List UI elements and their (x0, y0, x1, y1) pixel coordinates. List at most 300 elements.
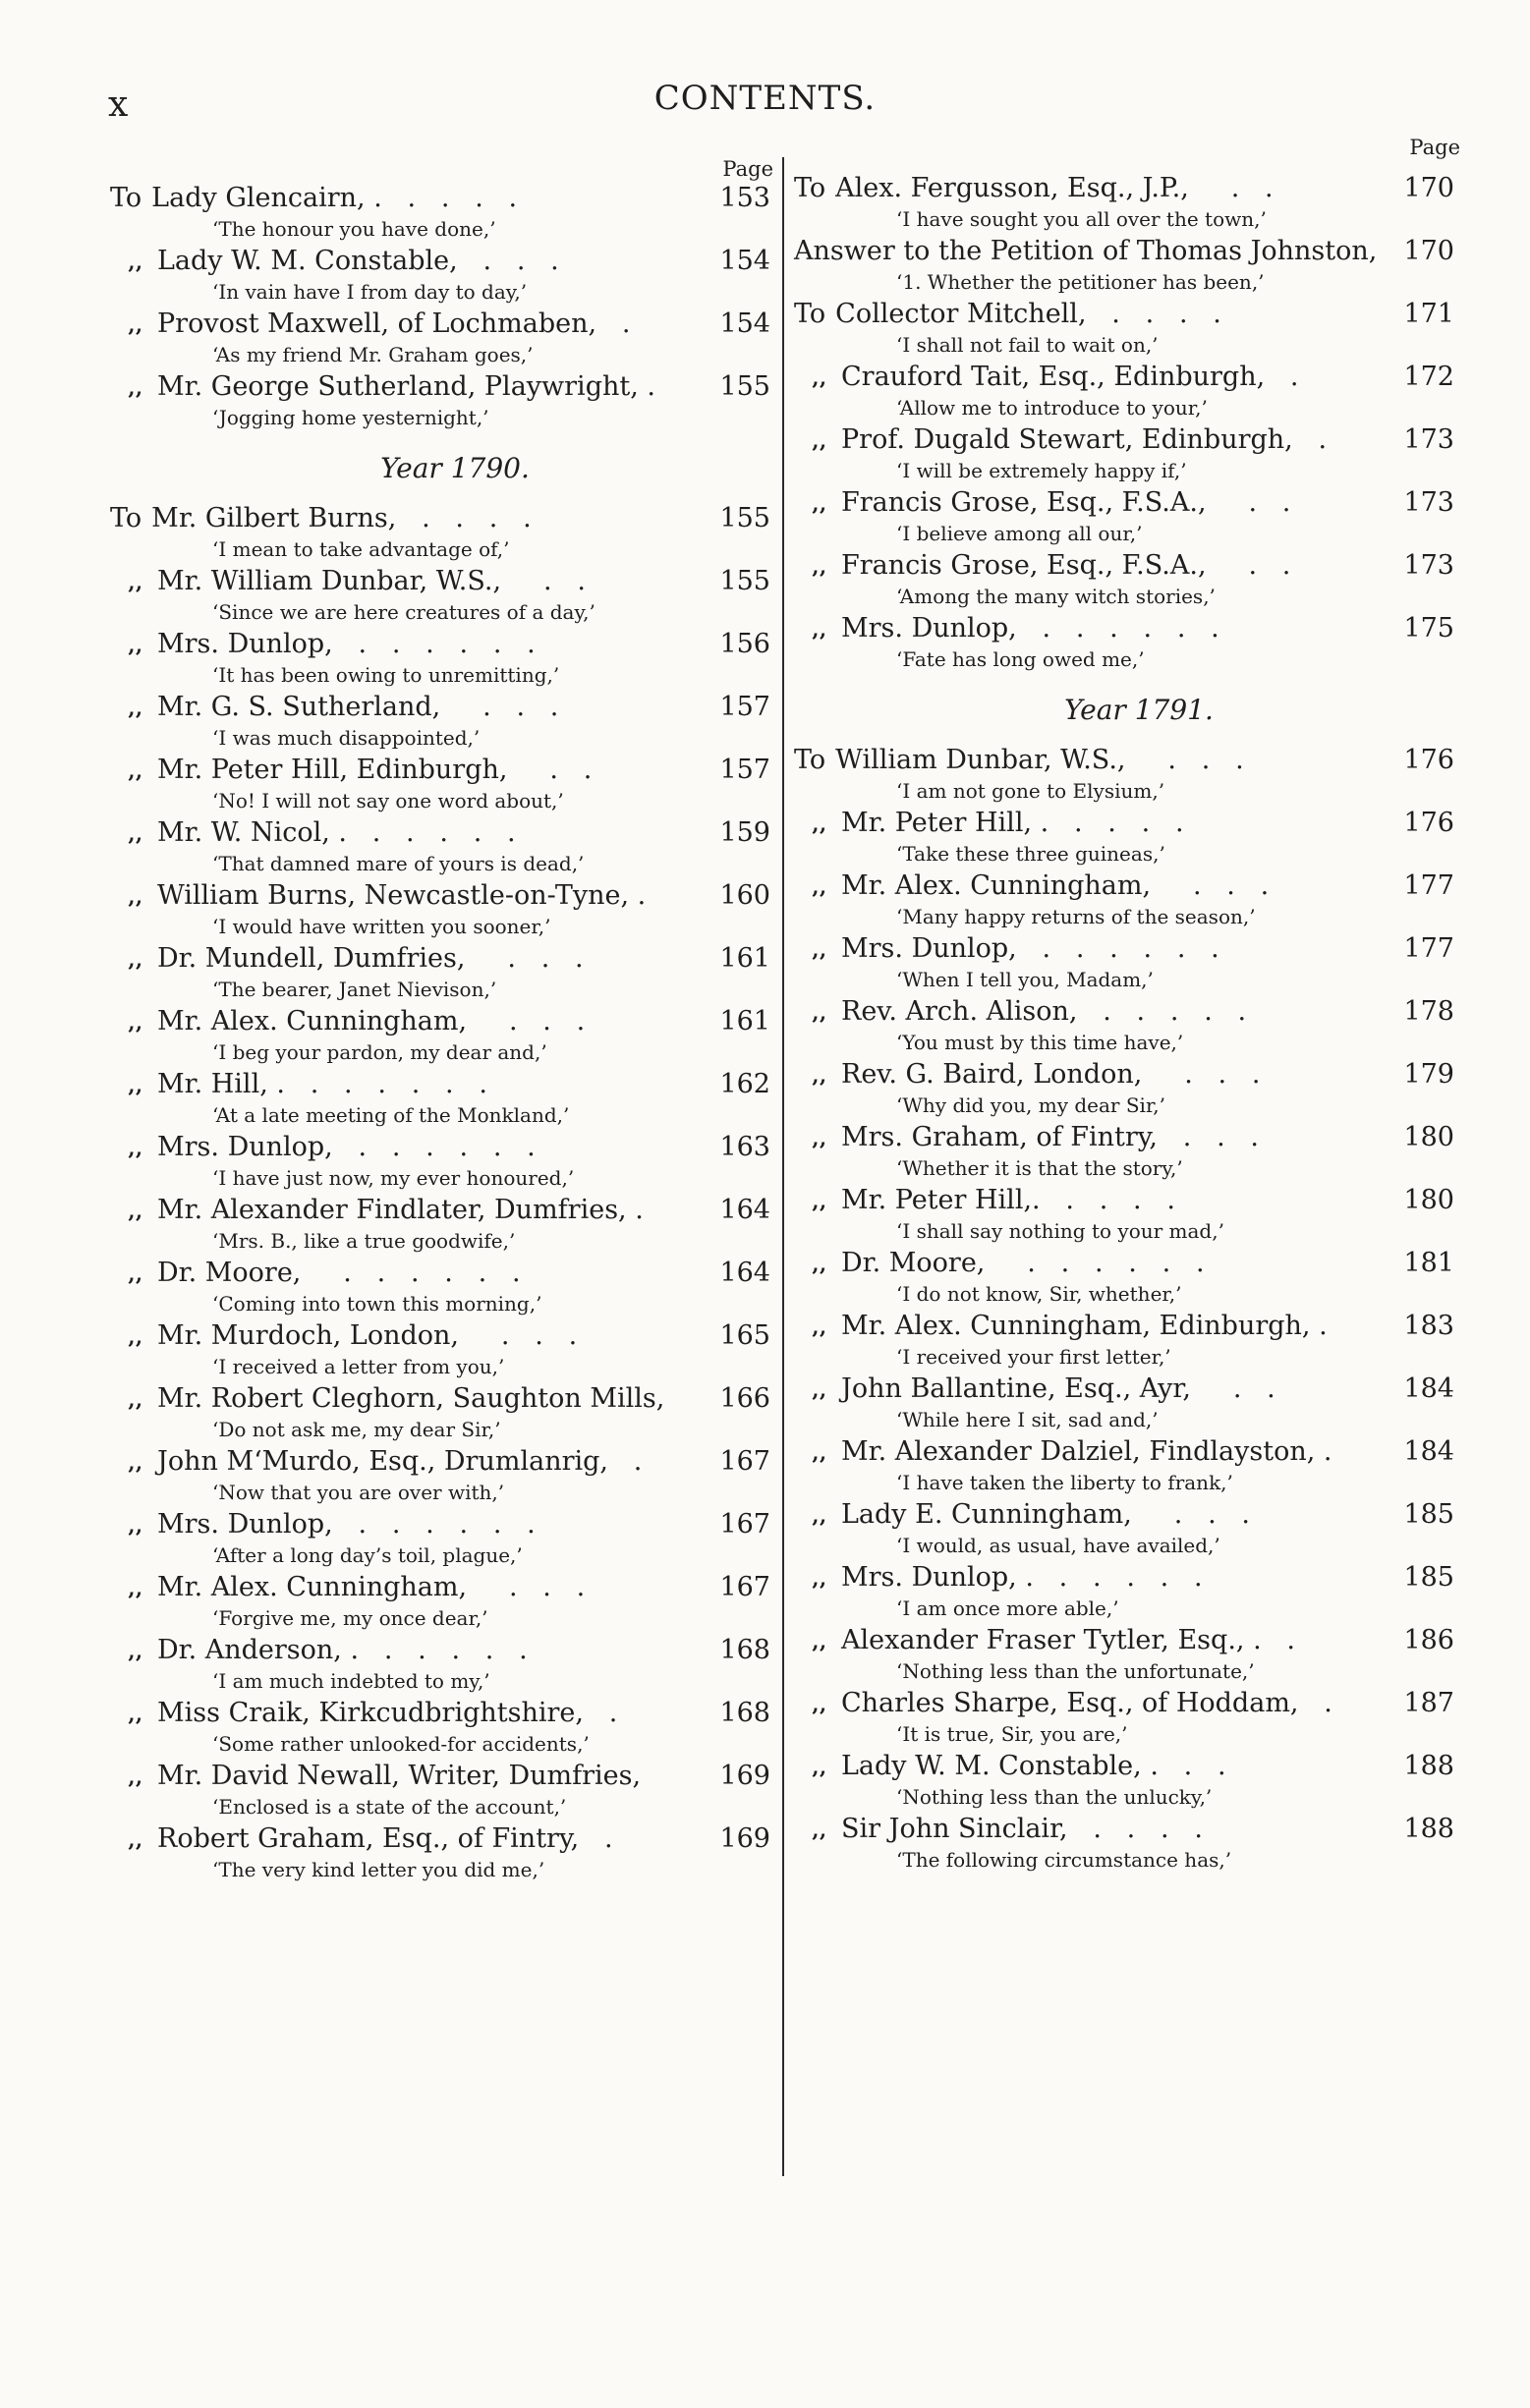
page-reference: 186 (1403, 1625, 1454, 1655)
recipient-name: Alexander Fraser Tytler, Esq., (841, 1625, 1245, 1655)
contents-entry (110, 629, 770, 692)
dot-leader: . . . . . . (329, 817, 516, 848)
contents-entry (794, 996, 1454, 1059)
entry-heading (794, 1562, 1454, 1593)
ditto-mark: ‚‚ (128, 250, 143, 275)
page-reference: 185 (1403, 1562, 1454, 1593)
page-title: CONTENTS. (653, 79, 877, 118)
dot-leader: . . . (459, 1320, 578, 1351)
entry-heading (110, 1006, 770, 1036)
dot-leader: . . . (467, 1572, 586, 1602)
recipient-name: Robert Graham, Esq., of Fintry, (157, 1823, 580, 1854)
contents-entry (110, 1572, 770, 1635)
recipient-name: Mr. W. Nicol, (157, 817, 330, 848)
ditto-mark: ‚‚ (128, 1261, 143, 1287)
dot-leader: . . . . . . (332, 1132, 536, 1162)
dot-leader: . . . . (1067, 1814, 1203, 1844)
contents-entry (110, 503, 770, 566)
contents-entry (794, 1814, 1454, 1876)
contents-entry (110, 755, 770, 817)
contents-entry (794, 1373, 1454, 1436)
page-reference: 166 (719, 1383, 770, 1414)
ditto-mark: ‚‚ (812, 1126, 827, 1151)
opening-line-quote: ‘I would, as usual, have availed,’ (896, 1534, 1220, 1557)
entry-prefix: To (794, 299, 826, 329)
opening-line-quote: ‘Since we are here creatures of a day,’ (212, 600, 595, 624)
recipient-name: Lady W. M. Constable, (157, 246, 458, 276)
recipient-name: Sir John Sinclair, (841, 1814, 1068, 1844)
ditto-mark: ‚‚ (812, 1629, 827, 1654)
ditto-mark: ‚‚ (812, 1315, 827, 1340)
page-reference: 154 (719, 308, 770, 339)
contents-entry (794, 1248, 1454, 1311)
page-reference: 165 (719, 1320, 770, 1351)
entry-prefix: To (794, 173, 826, 203)
contents-entry (794, 745, 1454, 808)
contents-entry (794, 933, 1454, 996)
entry-heading (110, 692, 770, 722)
entry-heading (110, 1320, 770, 1351)
dot-leader: . (1298, 1688, 1332, 1718)
dot-leader: . (1315, 1436, 1332, 1467)
entry-heading (110, 817, 770, 848)
page-reference: 180 (1403, 1185, 1454, 1215)
ditto-mark: ‚‚ (812, 428, 827, 454)
page-reference: 157 (719, 692, 770, 722)
dot-leader: . . . . . (1077, 996, 1247, 1027)
entry-heading (110, 1572, 770, 1602)
contents-entry (794, 808, 1454, 870)
contents-entry (794, 1499, 1454, 1562)
entry-heading (794, 996, 1454, 1027)
recipient-name: Prof. Dugald Stewart, Edinburgh, (841, 424, 1293, 455)
opening-line-quote: ‘Nothing less than the unfortunate,’ (896, 1659, 1255, 1683)
ditto-mark: ‚‚ (812, 812, 827, 837)
opening-line-quote: ‘I shall not fail to wait on,’ (896, 333, 1159, 357)
entry-heading (110, 1509, 770, 1540)
dot-leader: . . . (1131, 1499, 1250, 1530)
opening-line-quote: ‘Allow me to introduce to your,’ (896, 396, 1208, 420)
dot-leader: . (596, 308, 631, 339)
dot-leader: . . . . . . (332, 629, 536, 659)
contents-entry (794, 424, 1454, 487)
recipient-name: Charles Sharpe, Esq., of Hoddam, (841, 1688, 1299, 1718)
contents-column-left (110, 136, 773, 1886)
ditto-mark: ‚‚ (812, 874, 827, 900)
page-reference: 178 (1403, 996, 1454, 1027)
recipient-name: Mrs. Graham, of Fintry, (841, 1122, 1158, 1152)
year-heading: Year 1791. (1064, 694, 1214, 726)
entry-heading (110, 503, 770, 533)
entry-heading (110, 1383, 770, 1414)
entry-heading (794, 362, 1454, 392)
page-reference: 185 (1403, 1499, 1454, 1530)
opening-line-quote: ‘I have sought you all over the town,’ (896, 207, 1267, 231)
opening-line-quote: ‘I received your first letter,’ (896, 1345, 1171, 1369)
contents-entry (794, 1751, 1454, 1814)
recipient-name: Rev. Arch. Alison, (841, 996, 1078, 1027)
entry-heading (794, 1059, 1454, 1090)
ditto-mark: ‚‚ (128, 1450, 143, 1476)
dot-leader: . . . . . . (1016, 613, 1219, 644)
year-heading: Year 1790. (380, 452, 530, 484)
contents-entry (110, 1509, 770, 1572)
entry-heading (794, 424, 1454, 455)
recipient-name: Mr. Robert Cleghorn, Saughton Mills, (157, 1383, 665, 1414)
contents-entry (794, 236, 1454, 299)
recipient-name: Dr. Anderson, (157, 1635, 342, 1665)
recipient-name: Dr. Moore, (157, 1258, 302, 1288)
ditto-mark: ‚‚ (812, 1063, 827, 1089)
entry-heading (110, 880, 770, 911)
recipient-name: Mrs. Dunlop, (841, 933, 1017, 964)
page-reference: 181 (1403, 1248, 1454, 1278)
ditto-mark: ‚‚ (128, 1387, 143, 1413)
page-number: x (108, 84, 129, 125)
opening-line-quote: ‘The bearer, Janet Nievison,’ (212, 978, 497, 1001)
entry-prefix: To (110, 183, 142, 213)
column-divider (782, 157, 784, 2176)
recipient-name: Lady W. M. Constable, (841, 1751, 1142, 1781)
page-column-label: Page (722, 157, 773, 181)
page-reference: 153 (719, 183, 770, 213)
dot-leader: . (629, 880, 647, 911)
page-reference: 173 (1403, 424, 1454, 455)
entry-heading (110, 1446, 770, 1477)
opening-line-quote: ‘After a long day’s toil, plague,’ (212, 1543, 523, 1567)
recipient-name: Francis Grose, Esq., F.S.A., (841, 487, 1207, 518)
ditto-mark: ‚‚ (812, 1440, 827, 1466)
recipient-name: Mr. Alex. Cunningham, (841, 870, 1152, 901)
contents-column-right (794, 136, 1460, 1876)
contents-entry (110, 880, 770, 943)
opening-line-quote: ‘I mean to take advantage of,’ (212, 537, 510, 561)
entry-heading (794, 550, 1454, 581)
dot-leader: . . . . . . (985, 1248, 1205, 1278)
page-reference: 171 (1403, 299, 1454, 329)
ditto-mark: ‚‚ (128, 1702, 143, 1727)
recipient-name: Mr. Peter Hill, (841, 1185, 1033, 1215)
contents-entry (110, 692, 770, 755)
contents-entry (110, 817, 770, 880)
entry-heading (794, 1248, 1454, 1278)
page-reference: 177 (1403, 933, 1454, 964)
ditto-mark: ‚‚ (812, 617, 827, 643)
recipient-name: Mr. Gilbert Burns, (151, 503, 397, 533)
dot-leader: . (1265, 362, 1299, 392)
opening-line-quote: ‘I shall say nothing to your mad,’ (896, 1219, 1224, 1243)
opening-line-quote: ‘Mrs. B., like a true goodwife,’ (212, 1229, 516, 1253)
page-reference: 162 (719, 1069, 770, 1099)
page-reference: 183 (1403, 1311, 1454, 1341)
opening-line-quote: ‘The following circumstance has,’ (896, 1848, 1232, 1872)
page-reference: 173 (1403, 550, 1454, 581)
contents-entry (110, 1006, 770, 1069)
entry-prefix: To (794, 745, 826, 775)
dot-leader: . . . . . . (341, 1635, 528, 1665)
contents-entry (110, 1069, 770, 1132)
ditto-mark: ‚‚ (812, 1000, 827, 1026)
dot-leader: . . . (1158, 1122, 1259, 1152)
ditto-mark: ‚‚ (812, 1252, 827, 1277)
entry-heading (794, 299, 1454, 329)
dot-leader: . (638, 371, 655, 402)
contents-entry (110, 1698, 770, 1761)
contents-entry (794, 487, 1454, 550)
opening-line-quote: ‘I do not know, Sir, whether,’ (896, 1282, 1182, 1306)
recipient-name: Provost Maxwell, of Lochmaben, (157, 308, 597, 339)
entry-heading (110, 1195, 770, 1225)
recipient-name: Mr. Peter Hill, (841, 808, 1033, 838)
opening-line-quote: ‘Many happy returns of the season,’ (896, 905, 1256, 928)
entry-heading (794, 1688, 1454, 1718)
recipient-name: Alex. Fergusson, Esq., J.P., (835, 173, 1189, 203)
page-reference: 180 (1403, 1122, 1454, 1152)
opening-line-quote: ‘Now that you are over with,’ (212, 1481, 505, 1504)
contents-entry (110, 1823, 770, 1886)
page-reference: 164 (719, 1195, 770, 1225)
contents-entry (110, 1320, 770, 1383)
dot-leader: . (1310, 1311, 1328, 1341)
dot-leader: . (1292, 424, 1328, 455)
opening-line-quote: ‘Coming into town this morning,’ (212, 1292, 542, 1316)
dot-leader: . . . . . (1032, 808, 1184, 838)
page-reference: 168 (719, 1698, 770, 1728)
ditto-mark: ‚‚ (812, 937, 827, 963)
opening-line-quote: ‘Some rather unlooked-for accidents,’ (212, 1732, 590, 1756)
contents-entry (794, 1688, 1454, 1751)
contents-entry (794, 1311, 1454, 1373)
opening-line-quote: ‘1. Whether the petitioner has been,’ (896, 270, 1265, 294)
opening-line-quote: ‘I beg your pardon, my dear and,’ (212, 1040, 547, 1064)
recipient-name: William Dunbar, W.S., (835, 745, 1126, 775)
entry-prefix: To (110, 503, 142, 533)
opening-line-quote: ‘That damned mare of yours is dead,’ (212, 852, 585, 875)
contents-entry (110, 1635, 770, 1698)
dot-leader: . . (1206, 487, 1291, 518)
ditto-mark: ‚‚ (812, 554, 827, 580)
recipient-name: Mr. G. S. Sutherland, (157, 692, 441, 722)
contents-entry (110, 1761, 770, 1823)
opening-line-quote: ‘When I tell you, Madam,’ (896, 968, 1154, 991)
page-reference: 154 (719, 246, 770, 276)
page-reference: 156 (719, 629, 770, 659)
entry-heading (794, 808, 1454, 838)
entry-heading (110, 566, 770, 596)
opening-line-quote: ‘Why did you, my dear Sir,’ (896, 1093, 1166, 1117)
dot-leader: . . . . . . (332, 1509, 536, 1540)
entry-heading (110, 1258, 770, 1288)
page-reference: 167 (719, 1572, 770, 1602)
opening-line-quote: ‘The honour you have done,’ (212, 217, 496, 241)
ditto-mark: ‚‚ (812, 1189, 827, 1214)
recipient-name: Mr. Alex. Cunningham, (157, 1006, 468, 1036)
recipient-name: Mrs. Dunlop, (157, 1509, 333, 1540)
page-reference: 155 (719, 503, 770, 533)
contents-entry (794, 870, 1454, 933)
page-reference: 176 (1403, 808, 1454, 838)
recipient-name: Mrs. Dunlop, (157, 1132, 333, 1162)
recipient-name: John M‘Murdo, Esq., Drumlanrig, (157, 1446, 608, 1477)
page-reference: 167 (719, 1446, 770, 1477)
page-column-label: Page (1409, 136, 1460, 159)
opening-line-quote: ‘The very kind letter you did me,’ (212, 1858, 545, 1881)
ditto-mark: ‚‚ (128, 821, 143, 847)
entry-heading (110, 308, 770, 339)
opening-line-quote: ‘I have just now, my ever honoured,’ (212, 1166, 575, 1190)
recipient-name: Mrs. Dunlop, (157, 629, 333, 659)
contents-entry (794, 550, 1454, 613)
contents-entry (110, 1195, 770, 1258)
page-reference: 188 (1403, 1751, 1454, 1781)
ditto-mark: ‚‚ (128, 375, 143, 401)
opening-line-quote: ‘Fate has long owed me,’ (896, 647, 1145, 671)
opening-line-quote: ‘In vain have I from day to day,’ (212, 280, 528, 304)
recipient-name: Lady Glencairn, (151, 183, 366, 213)
ditto-mark: ‚‚ (128, 312, 143, 338)
dot-leader: . . . (467, 1006, 586, 1036)
dot-leader: . . (1190, 1373, 1275, 1404)
entry-heading (794, 173, 1454, 203)
page-reference: 173 (1403, 487, 1454, 518)
opening-line-quote: ‘I would have written you sooner,’ (212, 915, 551, 938)
ditto-mark: ‚‚ (128, 570, 143, 595)
opening-line-quote: ‘I was much disappointed,’ (212, 726, 481, 750)
dot-leader: . (626, 1195, 644, 1225)
ditto-mark: ‚‚ (812, 1377, 827, 1403)
opening-line-quote: ‘Whether it is that the story,’ (896, 1156, 1183, 1180)
contents-entry (110, 1258, 770, 1320)
opening-line-quote: ‘Nothing less than the unlucky,’ (896, 1785, 1213, 1809)
opening-line-quote: ‘I believe among all our,’ (896, 522, 1143, 545)
entry-heading (110, 943, 770, 974)
dot-leader: . . (501, 566, 586, 596)
ditto-mark: ‚‚ (128, 633, 143, 658)
entry-heading (110, 755, 770, 785)
opening-line-quote: ‘Take these three guineas,’ (896, 842, 1165, 866)
opening-line-quote: ‘As my friend Mr. Graham goes,’ (212, 343, 534, 366)
entry-heading (794, 1436, 1454, 1467)
opening-line-quote: ‘While here I sit, sad and,’ (896, 1408, 1159, 1431)
ditto-mark: ‚‚ (128, 1010, 143, 1036)
entry-heading (110, 1698, 770, 1728)
dot-leader: . (608, 1446, 643, 1477)
recipient-name: Crauford Tait, Esq., Edinburgh, (841, 362, 1266, 392)
entry-heading (110, 1635, 770, 1665)
page-reference: 164 (719, 1258, 770, 1288)
contents-entry (110, 1383, 770, 1446)
recipient-name: Mr. Alexander Dalziel, Findlayston, (841, 1436, 1316, 1467)
entry-heading (110, 1132, 770, 1162)
entry-heading (794, 745, 1454, 775)
opening-line-quote: ‘I have taken the liberty to frank,’ (896, 1471, 1233, 1494)
ditto-mark: ‚‚ (128, 1827, 143, 1853)
ditto-mark: ‚‚ (128, 1639, 143, 1664)
recipient-name: Mr. Peter Hill, Edinburgh, (157, 755, 508, 785)
ditto-mark: ‚‚ (812, 1503, 827, 1529)
recipient-name: John Ballantine, Esq., Ayr, (841, 1373, 1191, 1404)
ditto-mark: ‚‚ (812, 1755, 827, 1780)
dot-leader: . . . . . . (1016, 1562, 1203, 1593)
page-reference: 170 (1403, 236, 1454, 266)
entry-heading (110, 1069, 770, 1099)
entry-heading (110, 183, 770, 213)
page-reference: 155 (719, 566, 770, 596)
dot-leader: . . . . . . (1016, 933, 1219, 964)
page-reference: 175 (1403, 613, 1454, 644)
recipient-name: Mr. David Newall, Writer, Dumfries, (157, 1761, 642, 1791)
ditto-mark: ‚‚ (128, 884, 143, 910)
contents-entry (794, 1122, 1454, 1185)
dot-leader: . . (507, 755, 593, 785)
dot-leader: . . . . . (1032, 1185, 1175, 1215)
ditto-mark: ‚‚ (812, 1692, 827, 1717)
recipient-name: Mr. Murdoch, London, (157, 1320, 459, 1351)
recipient-name: Mr. Alex. Cunningham, (157, 1572, 468, 1602)
entry-heading (794, 1814, 1454, 1844)
contents-entry (794, 1436, 1454, 1499)
ditto-mark: ‚‚ (128, 1764, 143, 1790)
entry-heading (794, 1185, 1454, 1215)
entry-heading (794, 1311, 1454, 1341)
opening-line-quote: ‘It is true, Sir, you are,’ (896, 1722, 1128, 1746)
entry-heading (794, 870, 1454, 901)
entry-heading (794, 1122, 1454, 1152)
page-reference: 155 (719, 371, 770, 402)
page-reference: 184 (1403, 1436, 1454, 1467)
contents-entry (794, 299, 1454, 362)
page-reference: 161 (719, 1006, 770, 1036)
page-reference: 187 (1403, 1688, 1454, 1718)
contents-entry (794, 173, 1454, 236)
opening-line-quote: ‘You must by this time have,’ (896, 1031, 1184, 1054)
page-reference: 163 (719, 1132, 770, 1162)
dot-leader: . (579, 1823, 613, 1854)
entry-heading (110, 246, 770, 276)
page-reference: 184 (1403, 1373, 1454, 1404)
ditto-mark: ‚‚ (812, 365, 827, 391)
contents-entry (110, 566, 770, 629)
recipient-name: Rev. G. Baird, London, (841, 1059, 1143, 1090)
page-reference: 159 (719, 817, 770, 848)
opening-line-quote: ‘I am much indebted to my,’ (212, 1669, 490, 1693)
page-reference: 169 (719, 1823, 770, 1854)
dot-leader: . . . (465, 943, 584, 974)
opening-line-quote: ‘No! I will not say one word about,’ (212, 789, 564, 812)
dot-leader: . . (1206, 550, 1291, 581)
recipient-name: Dr. Mundell, Dumfries, (157, 943, 466, 974)
opening-line-quote: ‘At a late meeting of the Monkland,’ (212, 1103, 570, 1127)
opening-line-quote: ‘Forgive me, my once dear,’ (212, 1606, 488, 1630)
page-reference: 167 (719, 1509, 770, 1540)
contents-entry (794, 1059, 1454, 1122)
dot-leader: . . . (1151, 870, 1270, 901)
page-reference: 177 (1403, 870, 1454, 901)
dot-leader: . . . (1125, 745, 1244, 775)
entry-heading (110, 371, 770, 402)
page-reference: 188 (1403, 1814, 1454, 1844)
recipient-name: Mr. Alex. Cunningham, Edinburgh, (841, 1311, 1311, 1341)
dot-leader: . . . (457, 246, 559, 276)
page-reference: 172 (1403, 362, 1454, 392)
contents-entry (794, 1625, 1454, 1688)
page-reference: 160 (719, 880, 770, 911)
entry-heading (794, 236, 1454, 266)
recipient-name: Mr. Alexander Findlater, Dumfries, (157, 1195, 627, 1225)
dot-leader: . . (1188, 173, 1274, 203)
ditto-mark: ‚‚ (128, 1576, 143, 1601)
opening-line-quote: ‘Enclosed is a state of the account,’ (212, 1795, 567, 1819)
